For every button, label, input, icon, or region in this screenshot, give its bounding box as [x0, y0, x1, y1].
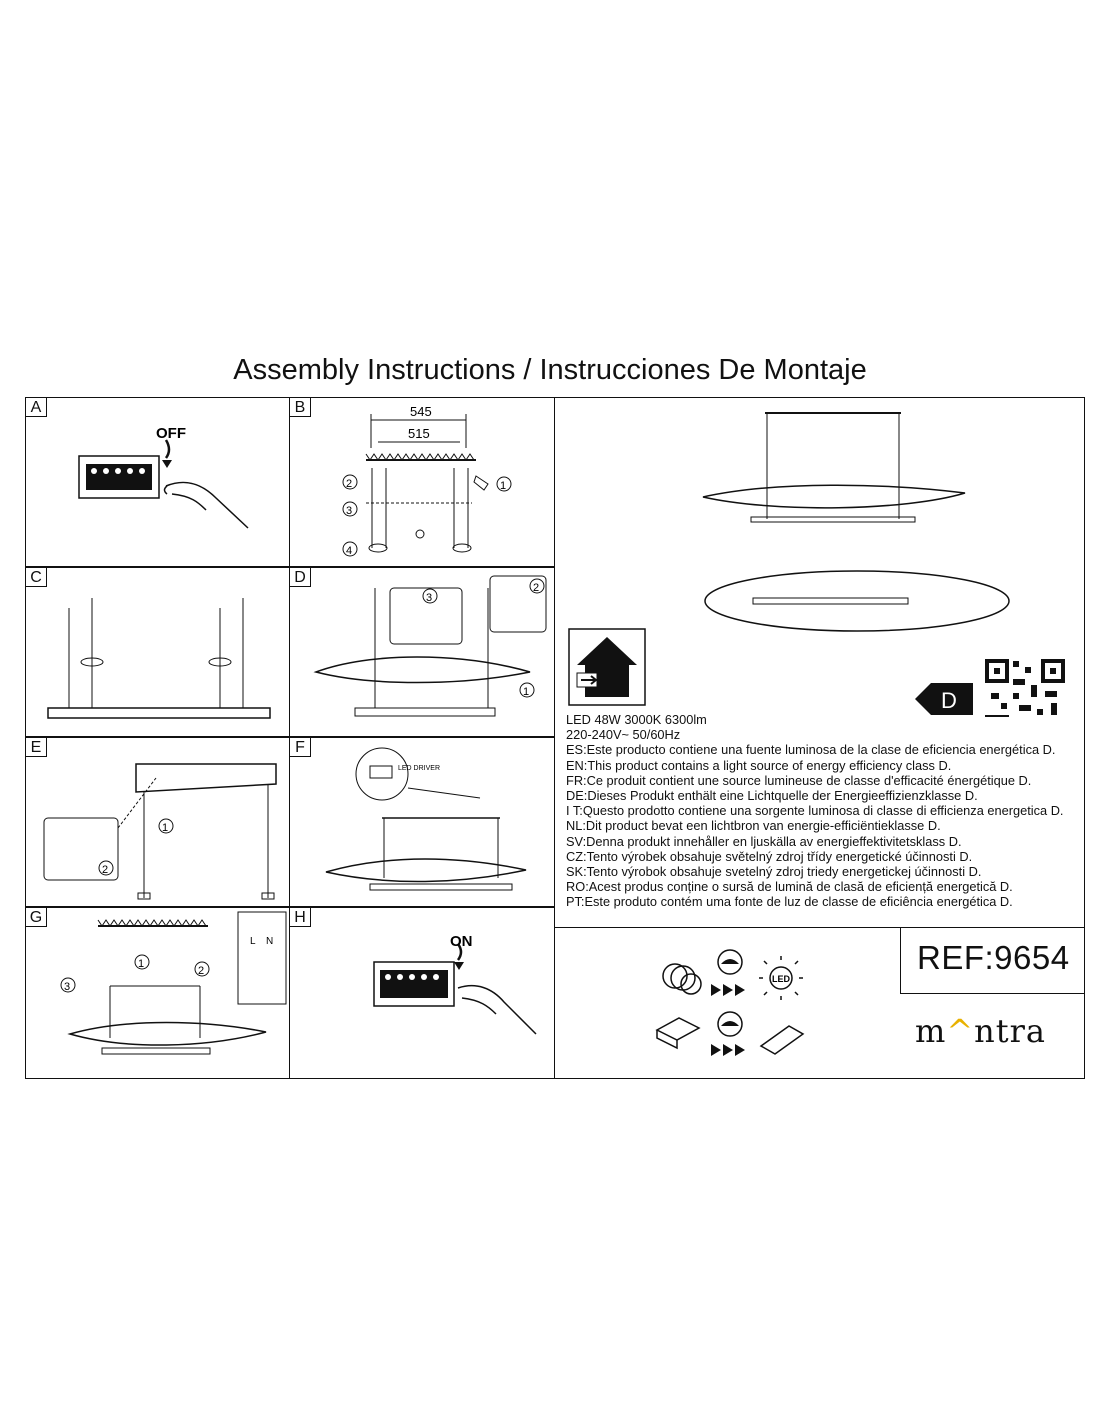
panel-e [25, 737, 290, 907]
page-title: Assembly Instructions / Instrucciones De Montaje [233, 354, 867, 386]
energy-statement-es: ES:Este producto contiene una fuente luminosa de la clase de eficiencia energética D. [566, 742, 1056, 758]
panel-g [25, 907, 290, 1079]
panel-c [25, 567, 290, 737]
replaceable-driver-icon [657, 1012, 803, 1056]
panel-letter: B [289, 397, 311, 417]
panel-a [25, 397, 290, 567]
replaceable-light-source-icon [663, 950, 803, 1000]
energy-statement-nl: NL:Dit product bevat een lichtbron van energie-efficiëntieklasse D. [566, 818, 941, 834]
step-1: 1 [523, 686, 530, 698]
step-2: 2 [198, 965, 205, 977]
step-2: 2 [533, 582, 540, 594]
panel-letter: H [289, 907, 311, 927]
step-2: 2 [102, 864, 109, 876]
final-install-diagram [26, 908, 290, 1079]
step-1: 1 [500, 480, 507, 492]
energy-statement-en: EN:This product contains a light source of energy efficiency class D. [566, 757, 952, 773]
brand-text-start: m [915, 1012, 947, 1050]
product-drawing [555, 397, 1085, 717]
step-3: 3 [64, 981, 71, 993]
energy-statement-pt: PT:Este produto contém uma fonte de luz de classe de eficiência energética D. [566, 894, 1013, 910]
step-3: 3 [426, 592, 433, 604]
off-label: OFF [156, 425, 186, 442]
step-1: 1 [162, 822, 169, 834]
brand-logo [915, 1012, 1046, 1050]
step-2: 2 [346, 478, 353, 490]
energy-statement-de: DE:Dieses Produkt enthält eine Lichtquelle der Energieeffizienzklasse D. [566, 788, 978, 804]
reference-box [900, 928, 1084, 994]
spec-voltage: 220-240V~ 50/60Hz [566, 727, 681, 743]
switch-on-illustration [290, 908, 555, 1079]
step-3: 3 [346, 505, 353, 517]
brand-caret: ^ [946, 1012, 975, 1050]
panel-letter: A [25, 397, 47, 417]
terminal-l: L [250, 936, 256, 947]
service-icons [555, 928, 901, 1079]
panel-d [289, 567, 555, 737]
led-icon-label: LED [772, 974, 790, 984]
diffuser-attach-diagram [290, 568, 555, 737]
energy-class-label [915, 683, 973, 715]
energy-statement-sk: SK:Tento výrobok obsahuje svetelný zdroj triedy energetickej účinnosti D. [566, 864, 982, 880]
brand-text-end: ntra [974, 1012, 1046, 1050]
energy-statement-sv: SV:Denna produkt innehåller en ljuskälla av energieffektivitetsklass D. [566, 833, 962, 849]
dimension-545: 545 [410, 404, 432, 419]
suspension-cable-diagram [26, 568, 290, 737]
qr-code-icon [985, 659, 1065, 717]
terminal-n: N [266, 936, 274, 947]
panel-f [289, 737, 555, 907]
switch-off-illustration [26, 398, 290, 567]
ceiling-mount-diagram [290, 398, 555, 567]
on-label: ON [450, 933, 473, 950]
panel-letter: C [25, 567, 47, 587]
panel-letter: E [25, 737, 47, 757]
panel-letter: G [25, 907, 47, 927]
panel-b [289, 397, 555, 567]
dimension-515: 515 [408, 426, 430, 441]
led-driver-label: LED DRIVER [398, 765, 441, 772]
energy-statement-ro: RO:Acest produs conține o sursă de lumină de clasă de eficiență energetică D. [566, 879, 1013, 895]
energy-statement-cz: CZ:Tento výrobek obsahuje světelný zdroj třídy energetické účinnosti D. [566, 848, 973, 864]
ceiling-canopy-diagram [26, 738, 290, 907]
svg-text:D: D [941, 688, 957, 713]
panel-letter: D [289, 567, 311, 587]
spec-power: LED 48W 3000K 6300lm [566, 712, 707, 727]
panel-letter: F [289, 737, 311, 757]
driver-connection-diagram [290, 738, 555, 907]
energy-statement-it: I T:Questo prodotto contiene una sorgente luminosa di classe di efficienza energetica D. [566, 803, 1064, 819]
step-4: 4 [346, 545, 353, 557]
step-1: 1 [138, 958, 145, 970]
energy-statement-fr: FR:Ce produit contient une source lumineuse de classe d'efficacité énergétique D. [566, 772, 1032, 788]
reference-number: REF:9654 [917, 939, 1070, 976]
panel-h [289, 907, 555, 1079]
service-icons-panel [554, 928, 901, 1079]
spec-text-block [566, 712, 1086, 910]
